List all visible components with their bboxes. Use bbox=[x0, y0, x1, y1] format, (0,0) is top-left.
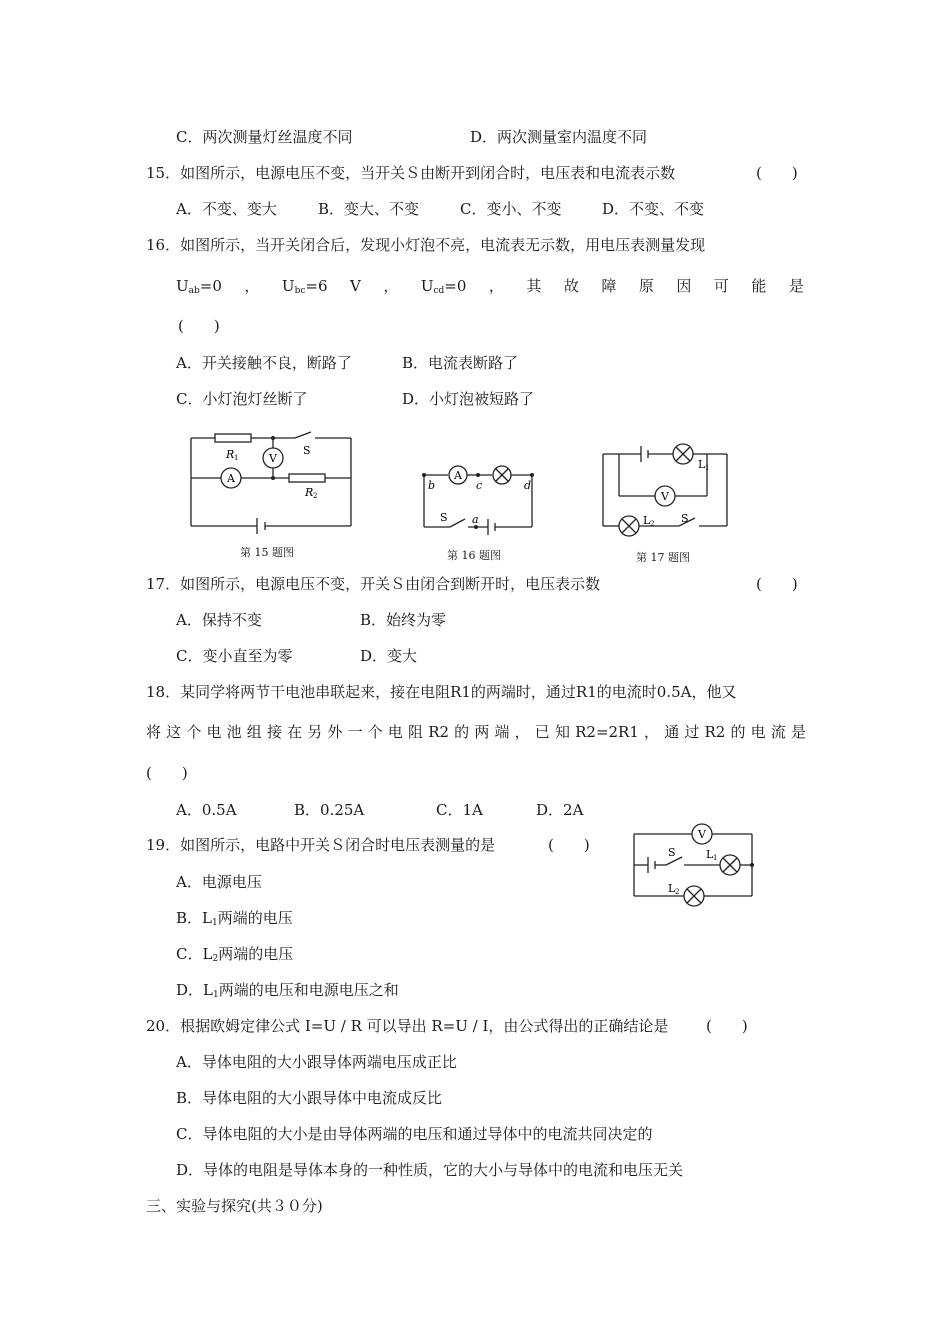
u-bc: $U_{bc}=6$ bbox=[281, 277, 328, 296]
ammeter-icon: A bbox=[454, 469, 462, 482]
q19-option-d: D．$L_1$两端的电压和电源电压之和 bbox=[176, 981, 399, 1000]
q16-option-c: C．小灯泡灯丝断了 bbox=[176, 390, 308, 408]
q17-stem: 17．如图所示，电源电压不变，开关Ｓ由闭合到断开时，电压表示数 bbox=[146, 575, 601, 593]
q14-option-d: D．两次测量室内温度不同 bbox=[470, 128, 648, 146]
q15-option-d: D．不变、不变 bbox=[602, 200, 705, 218]
q20-option-d: D．导体的电阻是导体本身的一种性质，它的大小与导体中的电流和电压无关 bbox=[176, 1161, 684, 1179]
fig16-point-d: d bbox=[524, 479, 532, 492]
q16-answer-paren: ( ) bbox=[178, 317, 220, 335]
svg-text:2: 2 bbox=[650, 520, 655, 528]
q16-measurements: $U_{ab}=0$ ， $U_{bc}=6$ V ， $U_{cd}=0$ ， 其 故 障 原 因 可 能 是 bbox=[176, 276, 804, 301]
fig15-circuit-diagram bbox=[185, 430, 365, 535]
q15-option-a: A．不变、变大 bbox=[176, 200, 277, 218]
q20-answer-paren: ( ) bbox=[706, 1017, 748, 1035]
fig16-switch-label: S bbox=[440, 511, 448, 524]
fig16-point-c: c bbox=[476, 479, 483, 492]
q16-option-a: A．开关接触不良，断路了 bbox=[176, 354, 352, 372]
q16-option-b: B．电流表断路了 bbox=[402, 354, 519, 372]
q20-option-a: A．导体电阻的大小跟导体两端电压成正比 bbox=[176, 1053, 457, 1071]
fig17-caption: 第 17 题图 bbox=[636, 551, 690, 564]
q17-option-d: D．变大 bbox=[360, 647, 418, 665]
fig19-circuit-diagram bbox=[628, 822, 758, 912]
voltmeter-icon: V bbox=[269, 452, 277, 465]
fig16-circuit-diagram bbox=[410, 455, 545, 535]
q17-answer-paren: ( ) bbox=[756, 575, 798, 593]
q18-stem-line1: 18．某同学将两节干电池串联起来，接在电阻R1的两端时，通过R1的电流时0.5A，他又 bbox=[146, 683, 737, 701]
u-cd: $U_{cd}=0$ bbox=[420, 277, 467, 296]
q18-stem-line2: 将 这 个 电 池 组 接 在 另 外 一 个 电 阻 R2 的 两 端 ， 已 知 R2=2R1 ， 通 过 R2 的 电 流 是 bbox=[146, 723, 806, 741]
q19-answer-paren: ( ) bbox=[548, 836, 590, 854]
q19-option-a: A．电源电压 bbox=[176, 873, 262, 891]
fig17-l1-label: L bbox=[698, 458, 706, 471]
fig19-l2-label: L bbox=[668, 882, 676, 895]
q17-option-a: A．保持不变 bbox=[176, 611, 262, 629]
svg-text:2: 2 bbox=[313, 492, 318, 500]
fig16-caption: 第 16 题图 bbox=[447, 549, 501, 562]
q15-answer-paren: ( ) bbox=[756, 164, 798, 182]
fig19-switch-label: S bbox=[668, 846, 676, 859]
q20-option-b: B．导体电阻的大小跟导体中电流成反比 bbox=[176, 1089, 443, 1107]
fig16-point-a: a bbox=[472, 513, 479, 526]
q19-option-c: C．$L_2$两端的电压 bbox=[176, 945, 294, 964]
fig16-point-b: b bbox=[428, 479, 436, 492]
q18-option-a: A．0.5A bbox=[176, 801, 237, 819]
q14-option-c: C．两次测量灯丝温度不同 bbox=[176, 128, 353, 146]
q19-stem: 19．如图所示，电路中开关Ｓ闭合时电压表测量的是 bbox=[146, 836, 496, 854]
q20-option-c: C．导体电阻的大小是由导体两端的电压和通过导体中的电流共同决定的 bbox=[176, 1125, 653, 1143]
q20-stem: 20．根据欧姆定律公式 I=U / R 可以导出 R=U / I，由公式得出的正确结论是 bbox=[146, 1017, 669, 1035]
q18-option-b: B．0.25A bbox=[294, 801, 365, 819]
fig15-r2-label: R bbox=[305, 486, 314, 499]
svg-text:1: 1 bbox=[234, 454, 239, 462]
q18-option-c: C．1A bbox=[436, 801, 483, 819]
q15-option-b: B．变大、不变 bbox=[318, 200, 420, 218]
u-ab: $U_{ab}=0$ bbox=[176, 277, 222, 296]
section-3-title: 三、实验与探究(共３０分) bbox=[146, 1197, 323, 1215]
svg-text:1: 1 bbox=[713, 854, 718, 862]
fig15-switch-label: S bbox=[303, 444, 311, 457]
q16-stem: 16．如图所示，当开关闭合后，发现小灯泡不亮，电流表无示数，用电压表测量发现 bbox=[146, 236, 706, 254]
q15-stem: 15．如图所示，电源电压不变，当开关Ｓ由断开到闭合时，电压表和电流表示数 bbox=[146, 164, 676, 182]
fig17-switch-label: S bbox=[681, 512, 689, 525]
q18-option-d: D．2A bbox=[536, 801, 584, 819]
voltmeter-icon: V bbox=[661, 490, 669, 503]
svg-text:2: 2 bbox=[675, 888, 680, 896]
fig15-r1-label: R bbox=[226, 448, 235, 461]
svg-text:1: 1 bbox=[705, 464, 710, 472]
ammeter-icon: A bbox=[227, 472, 235, 485]
q17-option-c: C．变小直至为零 bbox=[176, 647, 293, 665]
q16-option-d: D．小灯泡被短路了 bbox=[402, 390, 535, 408]
fig19-l1-label: L bbox=[706, 848, 714, 861]
q17-option-b: B．始终为零 bbox=[360, 611, 447, 629]
fig17-circuit-diagram bbox=[595, 440, 740, 540]
q18-answer-paren: ( ) bbox=[146, 764, 188, 782]
fig17-l2-label: L bbox=[643, 514, 651, 527]
q19-option-b: B．$L_1$两端的电压 bbox=[176, 909, 293, 928]
voltmeter-icon: V bbox=[698, 828, 706, 841]
q15-option-c: C．变小、不变 bbox=[460, 200, 562, 218]
fig15-caption: 第 15 题图 bbox=[240, 546, 294, 559]
